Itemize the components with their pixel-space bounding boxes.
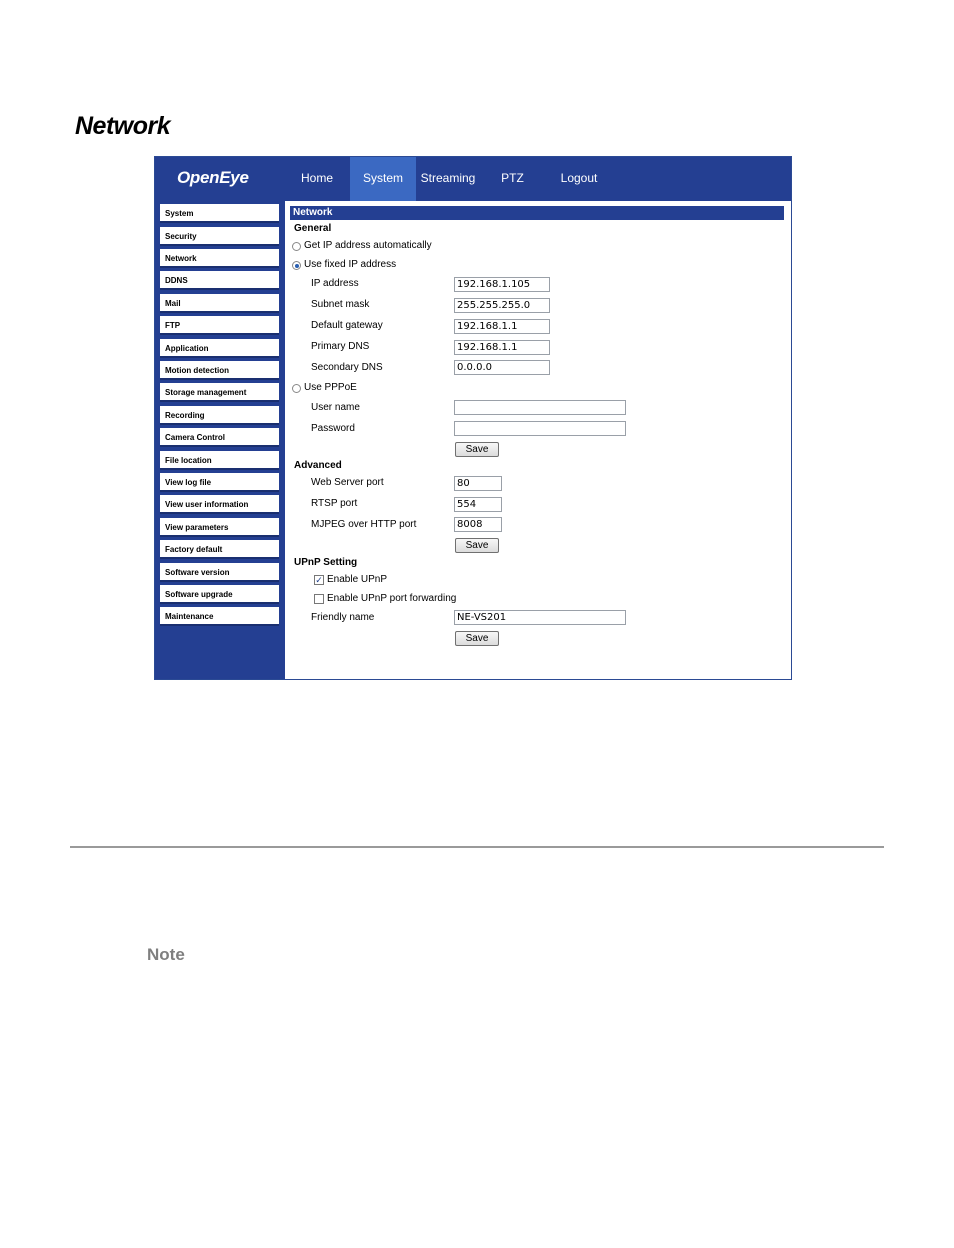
sidebar-item-storage-management[interactable]: Storage management xyxy=(160,383,279,402)
fixed-ip-label: Use fixed IP address xyxy=(304,259,397,270)
advanced-save-button[interactable]: Save xyxy=(455,538,499,553)
rtsp-port-field[interactable]: 554 xyxy=(454,497,502,512)
nav-system[interactable]: System xyxy=(350,157,416,201)
sidebar-item-software-version[interactable]: Software version xyxy=(160,563,279,582)
page-title: Network xyxy=(75,112,171,140)
ip-address-field[interactable]: 192.168.1.105 xyxy=(454,277,550,292)
camera-web-ui xyxy=(154,156,792,680)
top-nav-bar xyxy=(155,157,791,201)
subnet-mask-label: Subnet mask xyxy=(311,299,370,310)
advanced-heading: Advanced xyxy=(294,460,342,471)
sidebar-item-ddns[interactable]: DDNS xyxy=(160,271,279,290)
horizontal-divider xyxy=(70,846,884,848)
subnet-mask-field[interactable]: 255.255.255.0 xyxy=(454,298,550,313)
openeye-logo: OpenEye xyxy=(177,168,249,187)
mjpeg-port-label: MJPEG over HTTP port xyxy=(311,519,417,530)
sidebar-item-mail[interactable]: Mail xyxy=(160,294,279,313)
web-server-port-field[interactable]: 80 xyxy=(454,476,502,491)
web-server-port-label: Web Server port xyxy=(311,477,384,488)
sidebar-item-factory-default[interactable]: Factory default xyxy=(160,540,279,559)
sidebar-item-network[interactable]: Network xyxy=(160,249,279,268)
nav-logout[interactable]: Logout xyxy=(560,171,598,185)
upnp-save-button[interactable]: Save xyxy=(455,631,499,646)
fixed-ip-radio[interactable] xyxy=(292,261,301,270)
enable-upnp-label: Enable UPnP xyxy=(327,574,388,585)
sidebar-item-application[interactable]: Application xyxy=(160,339,279,358)
friendly-name-label: Friendly name xyxy=(311,612,375,623)
general-save-button[interactable]: Save xyxy=(455,442,499,457)
general-heading: General xyxy=(294,223,332,234)
nav-streaming[interactable]: Streaming xyxy=(420,171,476,185)
sidebar-item-recording[interactable]: Recording xyxy=(160,406,279,425)
upnp-heading: UPnP Setting xyxy=(294,557,358,568)
nav-home[interactable]: Home xyxy=(300,171,333,185)
ip-address-label: IP address xyxy=(311,278,359,289)
network-settings-panel xyxy=(286,201,791,679)
sidebar-item-view-log-file[interactable]: View log file xyxy=(160,473,279,492)
enable-upnp-forwarding-label: Enable UPnP port forwarding xyxy=(327,593,457,604)
user-name-label: User name xyxy=(311,402,360,413)
secondary-dns-field[interactable]: 0.0.0.0 xyxy=(454,360,550,375)
sidebar-item-view-user-information[interactable]: View user information xyxy=(160,495,279,514)
rtsp-port-label: RTSP port xyxy=(311,498,358,509)
default-gateway-field[interactable]: 192.168.1.1 xyxy=(454,319,550,334)
note-heading: Note xyxy=(147,945,185,964)
user-name-field[interactable] xyxy=(454,400,626,415)
default-gateway-label: Default gateway xyxy=(311,320,383,331)
pppoe-radio[interactable] xyxy=(292,384,301,393)
auto-ip-radio[interactable] xyxy=(292,242,301,251)
sidebar-item-ftp[interactable]: FTP xyxy=(160,316,279,335)
sidebar-item-view-parameters[interactable]: View parameters xyxy=(160,518,279,537)
sidebar-item-camera-control[interactable]: Camera Control xyxy=(160,428,279,447)
auto-ip-label: Get IP address automatically xyxy=(304,240,432,251)
sidebar-item-maintenance[interactable]: Maintenance xyxy=(160,607,279,626)
nav-ptz[interactable]: PTZ xyxy=(501,171,524,185)
pppoe-label: Use PPPoE xyxy=(304,382,357,393)
sidebar-item-motion-detection[interactable]: Motion detection xyxy=(160,361,279,380)
primary-dns-field[interactable]: 192.168.1.1 xyxy=(454,340,550,355)
sidebar-item-security[interactable]: Security xyxy=(160,227,279,246)
primary-dns-label: Primary DNS xyxy=(311,341,370,352)
sidebar-item-system[interactable]: System xyxy=(160,204,279,223)
enable-upnp-forwarding-checkbox[interactable] xyxy=(314,594,324,604)
sidebar-item-file-location[interactable]: File location xyxy=(160,451,279,470)
checkmark-icon: ✓ xyxy=(315,575,323,585)
secondary-dns-label: Secondary DNS xyxy=(311,362,383,373)
sidebar xyxy=(155,201,285,679)
enable-upnp-checkbox[interactable] xyxy=(314,575,324,585)
password-field[interactable] xyxy=(454,421,626,436)
section-title-bar: Network xyxy=(290,206,784,220)
sidebar-item-software-upgrade[interactable]: Software upgrade xyxy=(160,585,279,604)
friendly-name-field[interactable]: NE-VS201 xyxy=(454,610,626,625)
password-label: Password xyxy=(311,423,355,434)
mjpeg-port-field[interactable]: 8008 xyxy=(454,517,502,532)
